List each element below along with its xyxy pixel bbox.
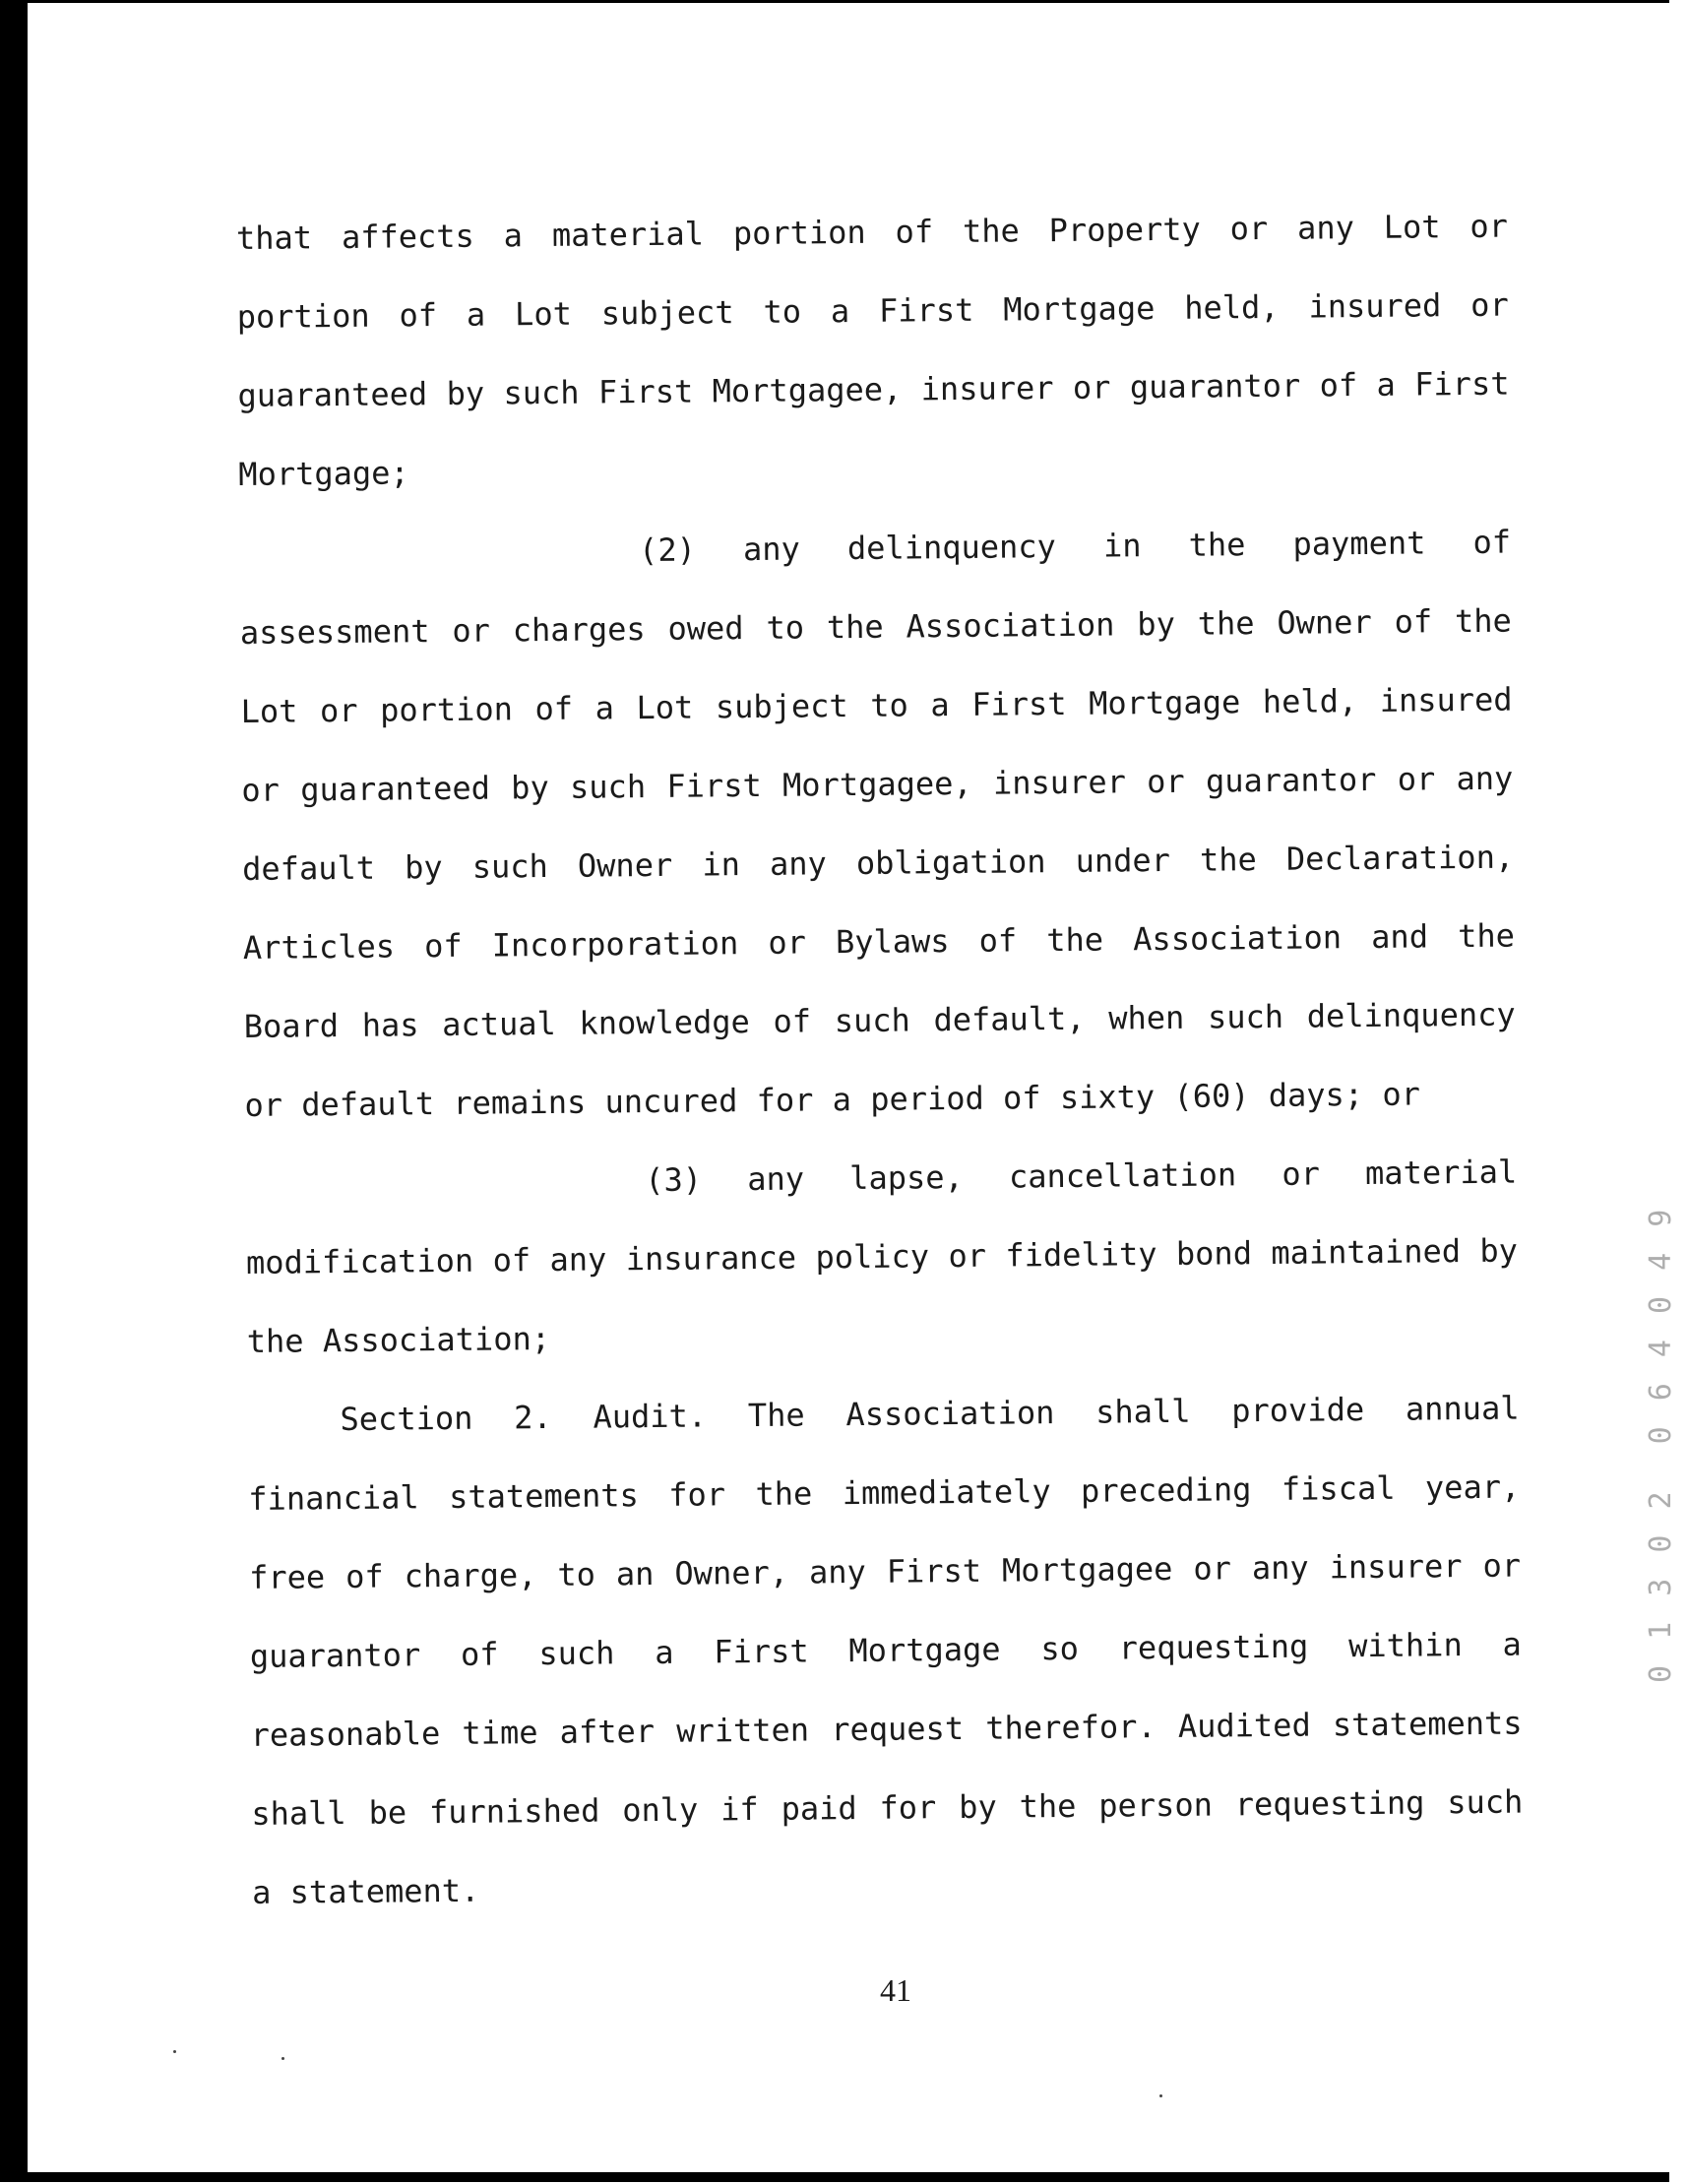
body-line: free of charge, to an Owner, any First Mortgagee or any insurer or	[248, 1546, 1522, 1596]
body-line: guarantor of such a First Mortgage so requesting within a	[249, 1625, 1522, 1675]
side-stamp: 0 1 3 0 2 0 6 4 0 4 9	[1644, 1205, 1678, 1683]
body-line: Board has actual knowledge of such default, when such delinquency	[243, 995, 1516, 1045]
body-line: guaranteed by such First Mortgagee, insurer or guarantor of a First	[237, 364, 1510, 414]
section-2-heading-line: Section 2. Audit. The Association shall provide annual	[340, 1389, 1520, 1439]
body-line: the Association;	[246, 1319, 551, 1360]
body-line: or default remains uncured for a period of sixty (60) days; or	[244, 1075, 1421, 1124]
body-line: modification of any insurance policy or fidelity bond maintained by	[245, 1231, 1519, 1281]
body-line: reasonable time after written request therefor. Audited statements	[250, 1704, 1523, 1754]
body-line: that affects a material portion of the Property or any Lot or	[235, 207, 1509, 257]
page-number: 41	[880, 1972, 911, 2008]
body-line: shall be furnished only if paid for by the person requesting such	[251, 1782, 1524, 1833]
body-line: assessment or charges owed to the Association by the Owner of the	[239, 601, 1512, 652]
scan-speck	[281, 2057, 284, 2060]
body-line: a statement.	[251, 1871, 480, 1911]
list-item-2-line: (2) any delinquency in the payment of	[638, 523, 1512, 570]
body-line: default by such Owner in any obligation under the Declaration,	[241, 838, 1515, 888]
scan-speck	[173, 2050, 176, 2053]
scan-speck	[1159, 2094, 1162, 2097]
body-line: Mortgage;	[238, 454, 409, 493]
body-line: portion of a Lot subject to a First Mortgage held, insured or	[236, 285, 1509, 336]
body-line: or guaranteed by such First Mortgagee, insurer or guarantor or any	[241, 759, 1514, 809]
body-line: Lot or portion of a Lot subject to a First Mortgage held, insured	[240, 680, 1513, 730]
body-line: financial statements for the immediately preceding fiscal year,	[248, 1467, 1521, 1518]
body-line: Articles of Incorporation or Bylaws of the Association and the	[242, 916, 1516, 967]
list-item-3-line: (3) any lapse, cancellation or material	[645, 1153, 1518, 1200]
